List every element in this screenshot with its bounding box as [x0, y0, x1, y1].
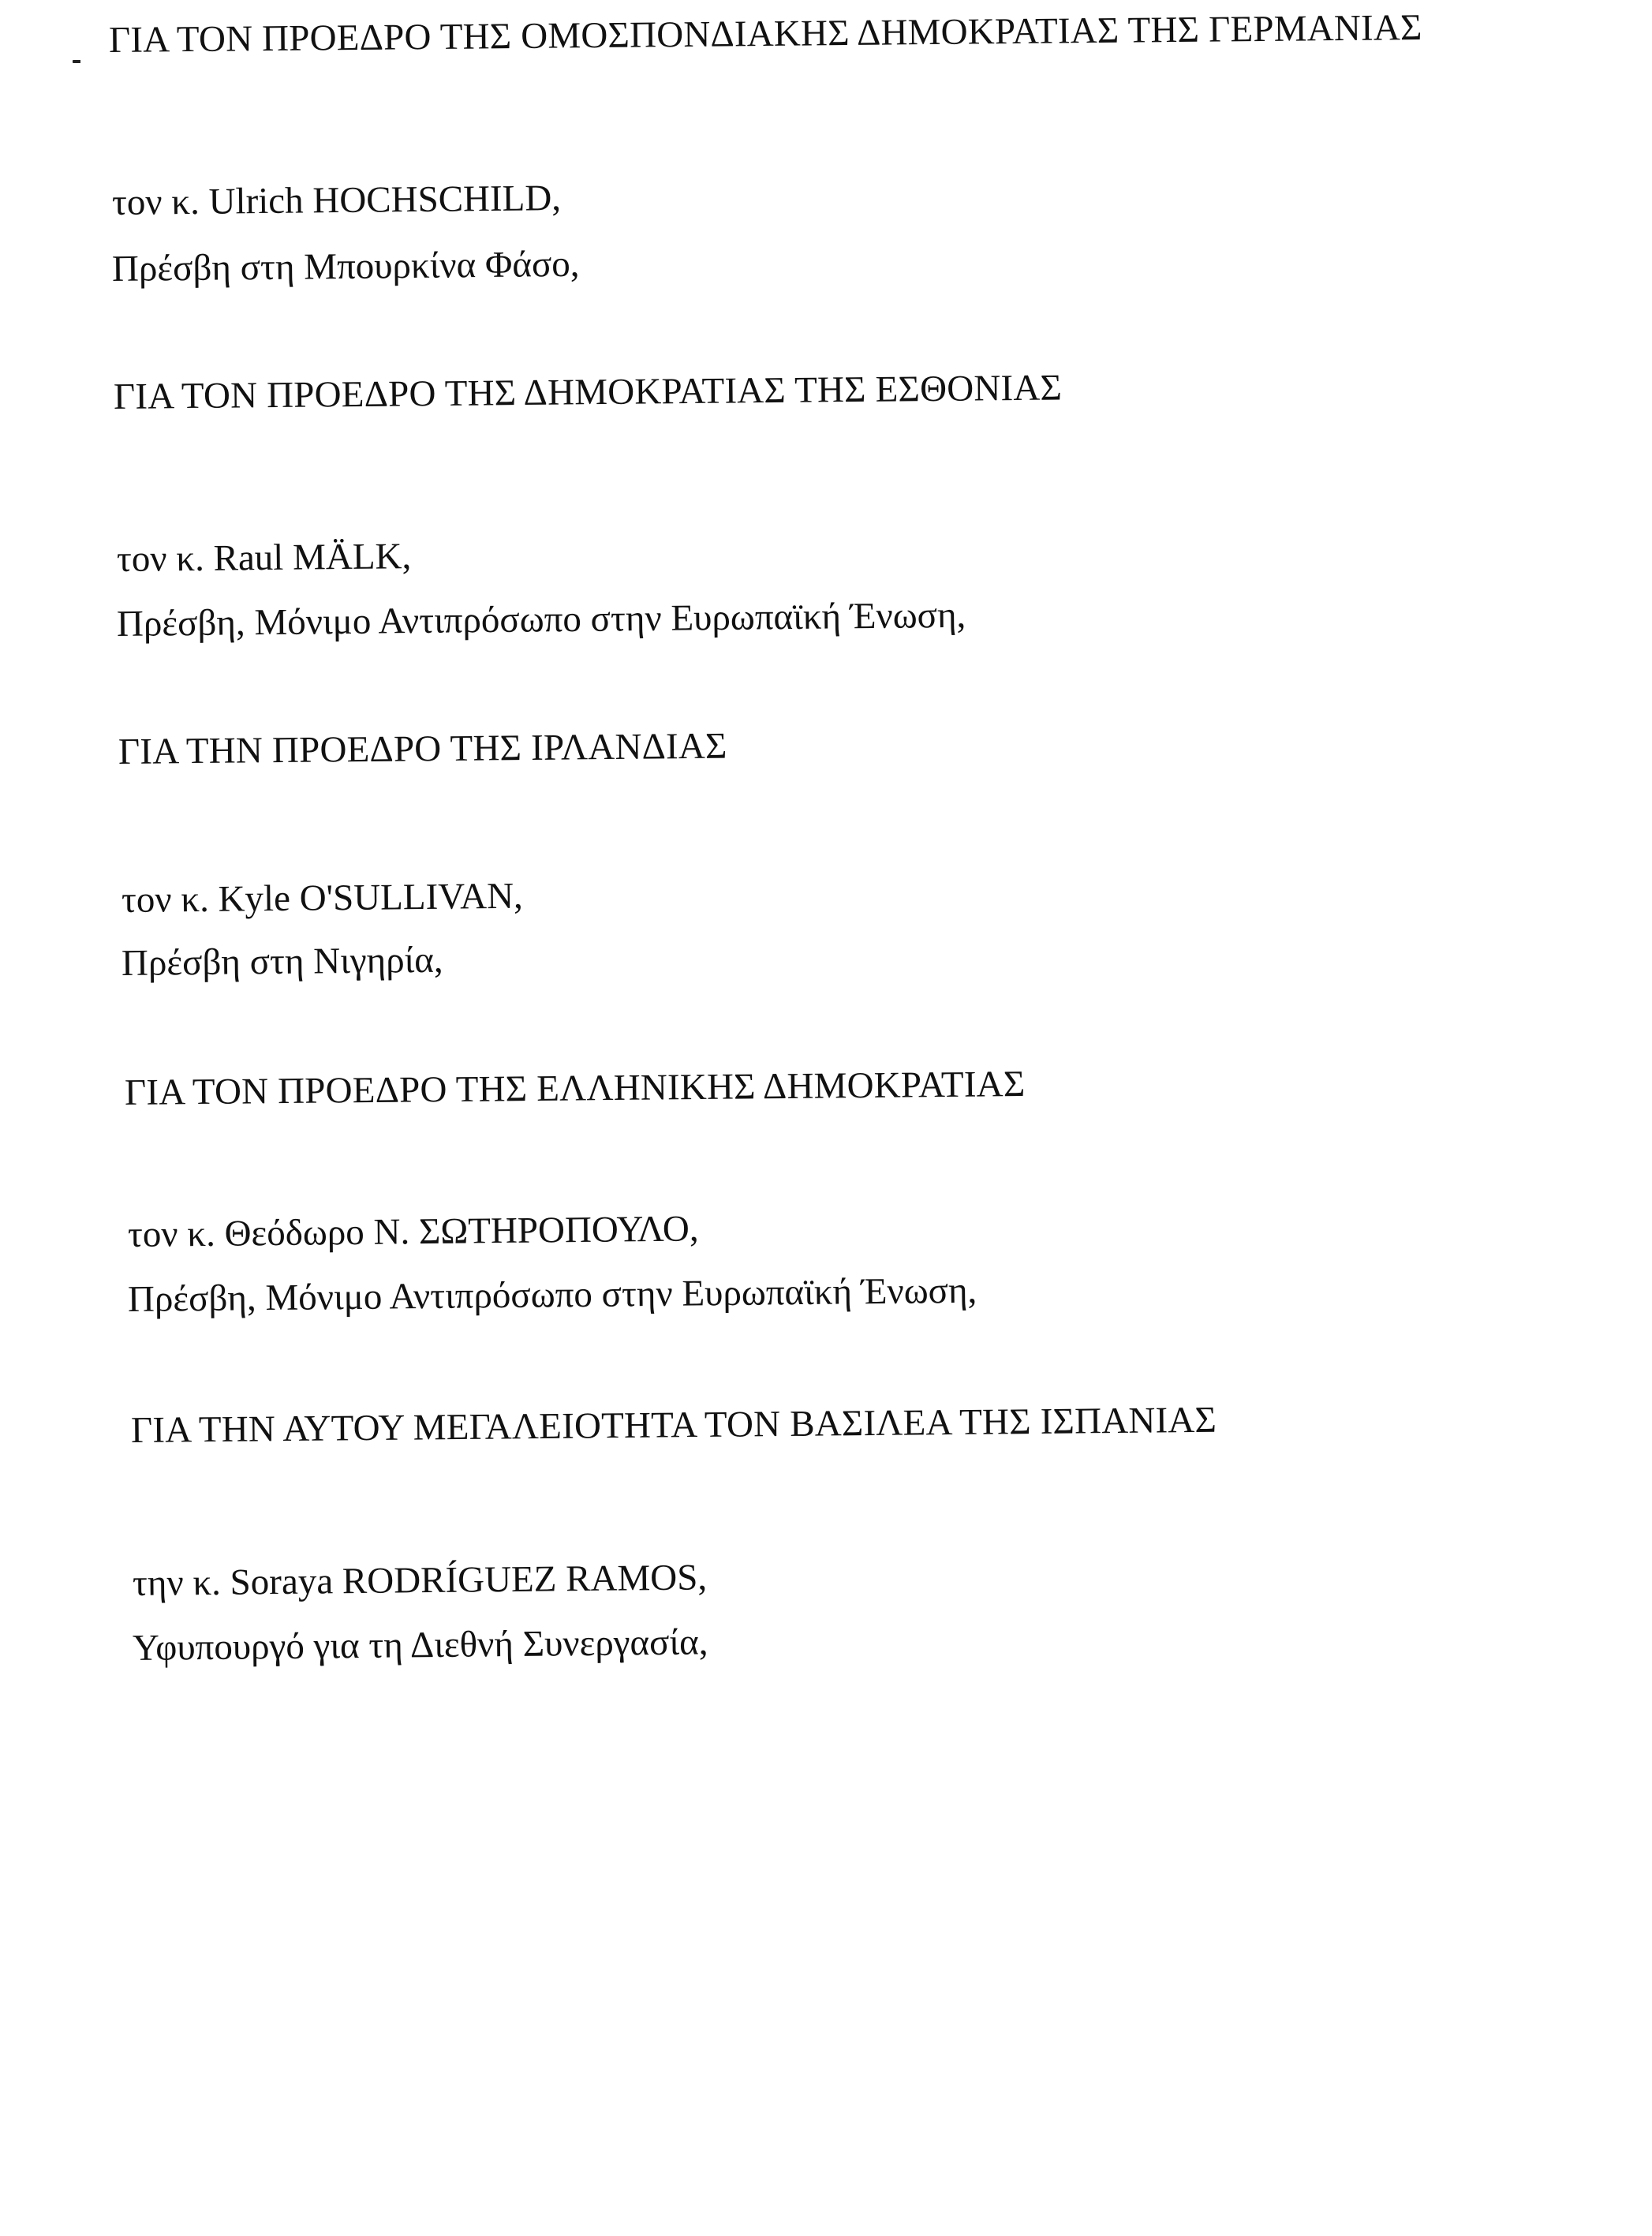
representative-name-germany: τον κ. Ulrich HOCHSCHILD, — [111, 178, 562, 223]
representative-name-estonia: τον κ. Raul MÄLK, — [116, 536, 412, 580]
representative-name-ireland: τον κ. Kyle O'SULLIVAN, — [121, 875, 524, 921]
section-heading-ireland: ΓΙΑ ΤΗΝ ΠΡΟΕΔΡΟ ΤΗΣ ΙΡΛΑΝΔΙΑΣ — [118, 725, 727, 772]
representative-name-greece: τον κ. Θεόδωρο Ν. ΣΩΤΗΡΟΠΟΥΛΟ, — [127, 1208, 699, 1255]
representative-title-greece: Πρέσβη, Μόνιμο Αντιπρόσωπο στην Ευρωπαϊκή Ένωση, — [127, 1269, 977, 1320]
section-heading-estonia: ΓΙΑ ΤΟΝ ΠΡΟΕΔΡΟ ΤΗΣ ΔΗΜΟΚΡΑΤΙΑΣ ΤΗΣ ΕΣΘΟΝΙΑΣ — [113, 367, 1063, 417]
representative-title-spain: Υφυπουργό για τη Διεθνή Συνεργασία, — [132, 1621, 708, 1669]
section-heading-greece: ΓΙΑ ΤΟΝ ΠΡΟΕΔΡΟ ΤΗΣ ΕΛΛΗΝΙΚΗΣ ΔΗΜΟΚΡΑΤΙΑΣ — [124, 1064, 1026, 1113]
section-heading-spain: ΓΙΑ ΤΗΝ ΑΥΤΟΥ ΜΕΓΑΛΕΙΟΤΗΤΑ ΤΟΝ ΒΑΣΙΛΕΑ ΤΗΣ ΙΣΠΑΝΙΑΣ — [130, 1399, 1217, 1451]
representative-name-spain: την κ. Soraya RODRÍGUEZ RAMOS, — [132, 1557, 708, 1604]
representative-title-estonia: Πρέσβη, Μόνιμο Αντιπρόσωπο στην Ευρωπαϊκή Ένωση, — [116, 594, 966, 645]
representative-title-ireland: Πρέσβη στη Νιγηρία, — [121, 939, 443, 984]
section-heading-germany: ΓΙΑ ΤΟΝ ΠΡΟΕΔΡΟ ΤΗΣ ΟΜΟΣΠΟΝΔΙΑΚΗΣ ΔΗΜΟΚΡΑΤΙΑΣ ΤΗΣ ΓΕΡΜΑΝΙΑΣ — [108, 7, 1422, 61]
representative-title-germany: Πρέσβη στη Μπουρκίνα Φάσο, — [111, 243, 580, 290]
scan-mark — [73, 60, 79, 63]
